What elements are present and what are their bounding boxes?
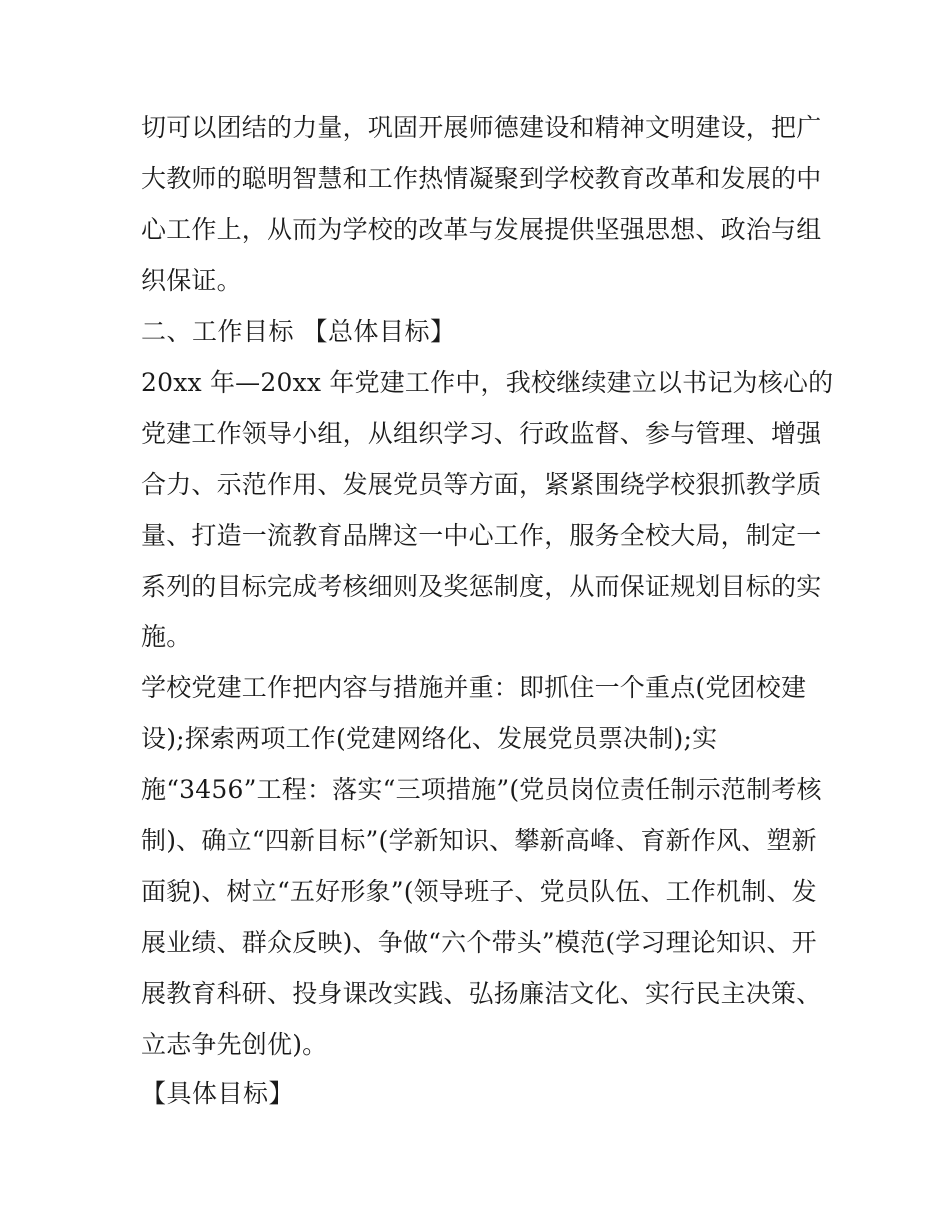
paragraph-line: 合力、示范作用、发展党员等方面，紧紧围绕学校狠抓教学质 [141,470,822,499]
paragraph-line: 量、打造一流教育品牌这一中心工作，服务全校大局，制定一 [141,521,822,550]
paragraph-line: 织保证。 [141,266,242,295]
paragraph-line: 制)、确立“四新目标”(学新知识、攀新高峰、育新作风、塑新 [141,826,817,855]
paragraph-line: 设);探索两项工作(党建网络化、发展党员票决制);实 [141,724,718,753]
section-heading: 二、工作目标 【总体目标】 [141,317,456,346]
paragraph-line: 心工作上，从而为学校的改革与发展提供坚强思想、政治与组 [141,215,822,244]
paragraph-line: 施。 [141,622,192,651]
paragraph-line: 立志争先创优)。 [141,1030,328,1059]
paragraph-line: 切可以团结的力量，巩固开展师德建设和精神文明建设，把广 [141,113,822,142]
paragraph-line: 施“3456”工程：落实“三项措施”(党员岗位责任制示范制考核 [141,775,822,804]
paragraph-line: 系列的目标完成考核细则及奖惩制度，从而保证规划目标的实 [141,572,822,601]
section-heading: 【具体目标】 [141,1079,295,1108]
paragraph-line: 大教师的聪明智慧和工作热情凝聚到学校教育改革和发展的中 [141,164,822,193]
paragraph-line: 学校党建工作把内容与措施并重：即抓住一个重点(党团校建 [141,673,807,702]
paragraph-line: 展业绩、群众反映)、争做“六个带头”模范(学习理论知识、开 [141,928,817,957]
paragraph-line: 20xx 年—20xx 年党建工作中，我校继续建立以书记为核心的 [141,368,834,397]
paragraph-line: 党建工作领导小组，从组织学习、行政监督、参与管理、增强 [141,419,822,448]
paragraph-line: 展教育科研、投身课改实践、弘扬廉洁文化、实行民主决策、 [141,979,822,1008]
paragraph-line: 面貌)、树立“五好形象”(领导班子、党员队伍、工作机制、发 [141,877,817,906]
